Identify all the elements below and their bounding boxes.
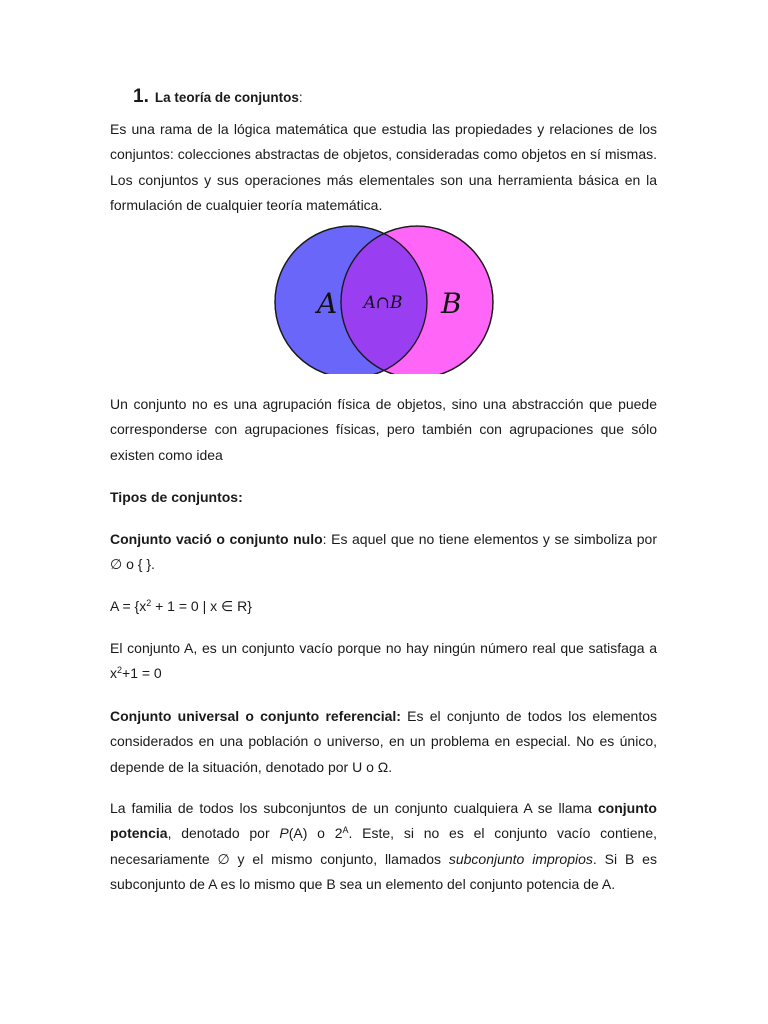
power-set-exponent: A	[342, 825, 349, 836]
example-suffix: + 1 = 0 | x ∈ R}	[151, 598, 252, 614]
empty-set-text: : Es aquel que no tiene elementos y se simboliza por ∅ o { }.	[110, 531, 657, 573]
universal-set-paragraph	[110, 704, 657, 780]
example-exponent: 2	[146, 598, 152, 608]
power-set-paragraph	[110, 796, 657, 897]
section-heading	[133, 86, 303, 108]
section-colon: :	[298, 90, 303, 105]
intro-paragraph: Es una rama de la lógica matemática que estudia las propiedades y relaciones de los conjuntos: colecciones abstractas de objetos, consideradas como objetos en sí mismas. Los conjuntos y sus operaciones más elementales son una herramienta básica en la formulación de cualquier teoría matemática.	[110, 121, 657, 213]
power-set-text-2: , denotado por	[167, 825, 280, 842]
example-prefix: A = {x	[110, 598, 147, 614]
intersection-label: A∩B	[363, 293, 403, 313]
power-set-text-5: . Si B es subconjunto de A es lo mismo que B sea un elemento del conjunto potencia de A.	[110, 850, 657, 892]
example-equation	[110, 594, 657, 619]
explanation-exponent: 2	[117, 665, 123, 676]
power-set-text-3: (A) o 2	[288, 825, 343, 842]
empty-set-term: Conjunto vació o conjunto nulo	[110, 531, 323, 547]
universal-set-term: Conjunto universal o conjunto referencial:	[110, 708, 401, 724]
explanation-suffix: +1 = 0	[122, 665, 162, 682]
abstraction-paragraph: Un conjunto no es una agrupación física de objetos, sino una abstracción que puede corresponderse con agrupaciones físicas, pero también con agrupaciones que sólo existen como idea	[110, 396, 657, 463]
section-title: La teoría de conjuntos	[154, 90, 299, 105]
power-set-term: conjunto potencia	[110, 800, 657, 842]
types-heading: Tipos de conjuntos:	[110, 489, 243, 505]
power-set-text-4: . Este, si no es el conjunto vacío contiene, necesariamente ∅ y el mismo conjunto, llamados	[110, 825, 657, 867]
power-set-p-symbol: P	[279, 825, 289, 842]
universal-set-text: Es el conjunto de todos los elementos considerados en una población o universo, en un problema en especial. No es único, depende de la situación, denotado por U o Ω.	[110, 708, 657, 775]
power-set-italic-term: subconjunto impropios	[448, 850, 593, 867]
empty-set-paragraph	[110, 527, 657, 578]
venn-diagram	[262, 224, 506, 374]
power-set-text-1: La familia de todos los subconjuntos de un conjunto cualquiera A se llama	[110, 800, 598, 816]
example-explanation	[110, 636, 657, 687]
explanation-prefix: El conjunto A, es un conjunto vacío porque no hay ningún número real que satisfaga a x	[110, 640, 657, 682]
set-b-label: B	[441, 287, 462, 320]
section-number: 1.	[133, 86, 149, 107]
set-a-label: A	[317, 287, 338, 320]
